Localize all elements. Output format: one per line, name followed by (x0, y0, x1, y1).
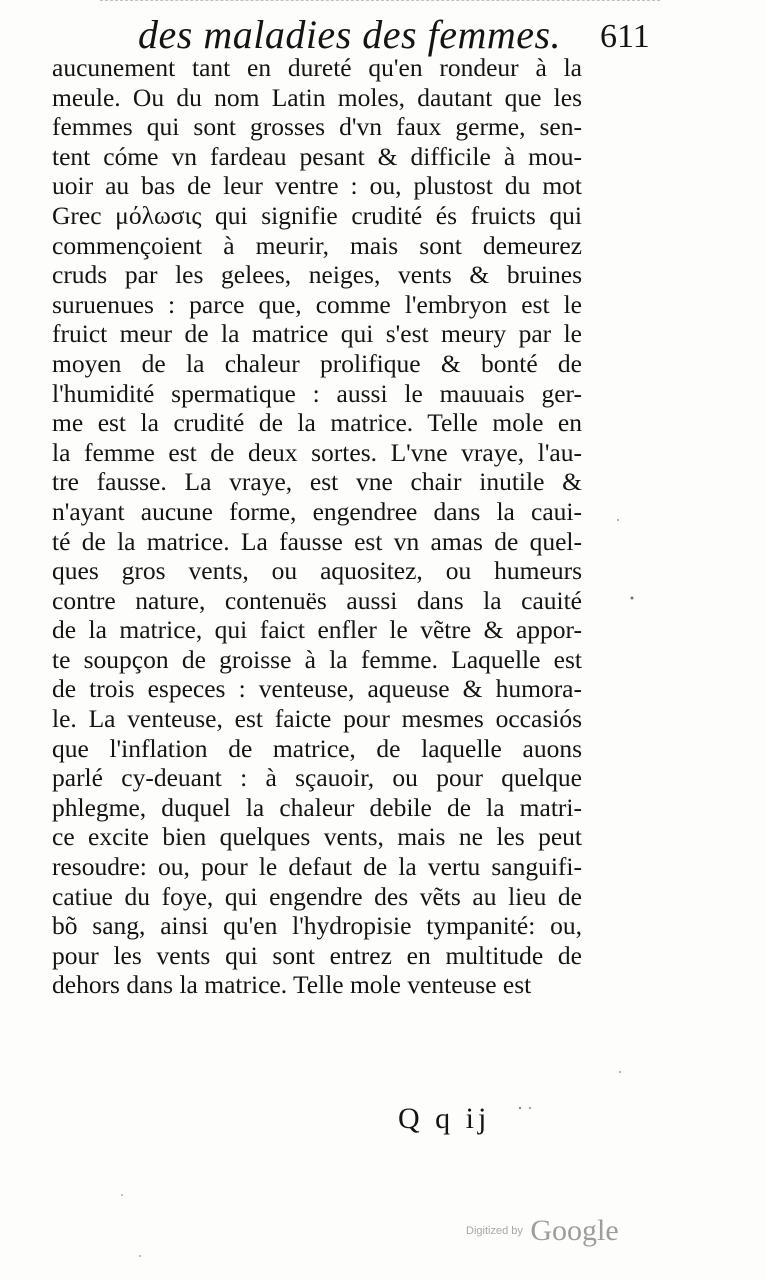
text-line: tent cóme vn fardeau pesant & difficile à mou- (52, 141, 582, 171)
text-line: de la matrice, qui faict enfler le vẽtre & appor- (52, 615, 582, 645)
watermark-brand: Google (530, 1214, 619, 1247)
text-line: l'humidité spermatique : aussi le mauuais ger- (52, 378, 582, 408)
signature-mark: Q q ij (398, 1102, 491, 1135)
text-line: ce excite bien quelques vents, mais ne les peut (52, 822, 582, 852)
body-text (52, 53, 582, 1000)
text-line: resoudre: ou, pour le defaut de la vertu sanguifi- (52, 852, 582, 882)
text-line: moyen de la chaleur prolifique & bonté de (52, 348, 582, 378)
text-line: té de la matrice. La fausse est vn amas de quel- (52, 526, 582, 556)
text-line: contre nature, contenuës aussi dans la cauité (52, 585, 582, 615)
text-line: commençoient à meurir, mais sont demeurez (52, 230, 582, 260)
text-line: n'ayant aucune forme, engendree dans la caui- (52, 496, 582, 526)
text-line: fruict meur de la matrice qui s'est meury par le (52, 319, 582, 349)
digitization-watermark (466, 1214, 619, 1248)
running-title: des maladies des femmes. (138, 12, 562, 57)
text-line: meule. Ou du nom Latin moles, dautant que les (52, 82, 582, 112)
text-line: ques gros vents, ou aquositez, ou humeurs (52, 556, 582, 586)
text-line: tre fausse. La vraye, est vne chair inutile & (52, 467, 582, 497)
text-line: me est la crudité de la matrice. Telle mole en (52, 408, 582, 438)
text-line: te soupçon de groisse à la femme. Laquelle est (52, 644, 582, 674)
text-line: pour les vents qui sont entrez en multitude de (52, 940, 582, 970)
text-line: cruds par les gelees, neiges, vents & bruines (52, 260, 582, 290)
text-line: suruenues : parce que, comme l'embryon est le (52, 289, 582, 319)
text-line: la femme est de deux sortes. L'vne vraye, l'au- (52, 437, 582, 467)
text-line: dehors dans la matrice. Telle mole venteuse est (52, 970, 532, 1000)
text-line: le. La venteuse, est faicte pour mesmes occasiós (52, 704, 582, 734)
text-line: que l'inflation de matrice, de laquelle auons (52, 733, 582, 763)
page-number: 611 (600, 18, 650, 55)
text-line: aucunement tant en dureté qu'en rondeur à la (52, 53, 582, 82)
text-line: Grec μόλωσις qui signifie crudité és fruicts qui (52, 200, 582, 230)
text-line: uoir au bas de leur ventre : ou, plustost du mot (52, 171, 582, 201)
text-line: parlé cy-deuant : à sçauoir, ou pour quelque (52, 763, 582, 793)
text-line: de trois especes : venteuse, aqueuse & humora- (52, 674, 582, 704)
text-line: bõ sang, ainsi qu'en l'hydropisie tympanité: ou, (52, 911, 582, 941)
text-line: femmes qui sont grosses d'vn faux germe, sen- (52, 112, 582, 142)
text-line: catiue du foye, qui engendre des vẽts au lieu de (52, 881, 582, 911)
page-top-edge (100, 0, 660, 7)
text-line: phlegme, duquel la chaleur debile de la matri- (52, 792, 582, 822)
watermark-prefix: Digitized by (466, 1225, 523, 1237)
